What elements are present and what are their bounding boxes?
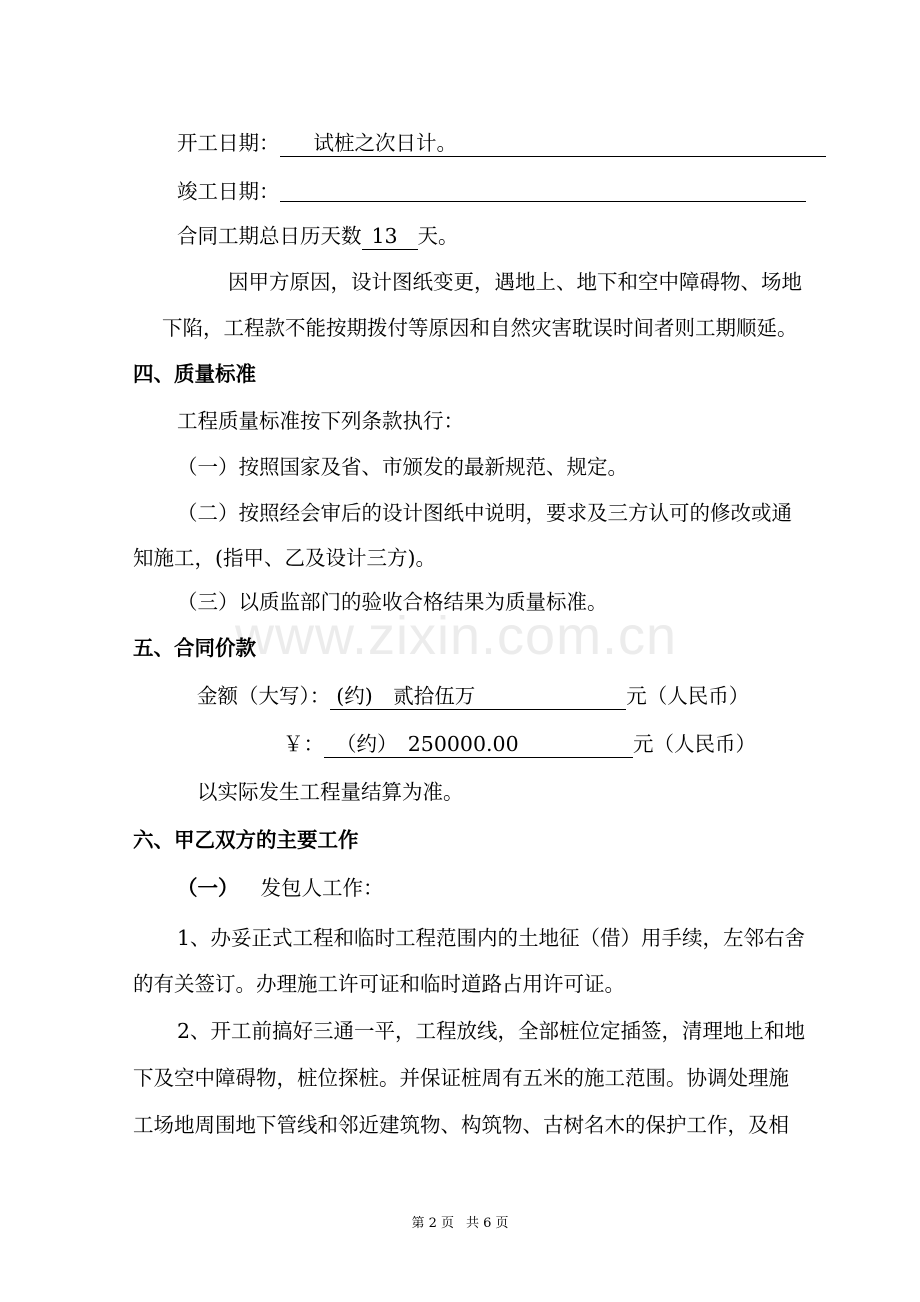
employer-duties-title: 发包人工作： (260, 876, 384, 900)
quality-item-2-line1: （二）按照经会审后的设计图纸中说明，要求及三方认可的修改或通 (177, 501, 792, 525)
delay-clause-line2: 下陷，工程款不能按期拨付等原因和自然灾害耽误时间者则工期顺延。 (162, 316, 798, 340)
duration-suffix: 天。 (417, 224, 459, 248)
price-heading: 五、合同价款 (133, 636, 256, 660)
start-date-row (177, 133, 826, 157)
employer-duties-heading (177, 878, 384, 899)
amount-number-row (283, 734, 756, 758)
currency-suffix: 元（人民币） (626, 684, 750, 708)
end-date-label: 竣工日期： (177, 179, 280, 204)
page-number: 第 2 页 (411, 1216, 454, 1231)
amount-words-row (197, 686, 749, 710)
duty-2-line1: 2、开工前搞好三通一平，工程放线，全部桩位定插签，清理地上和地 (177, 1019, 806, 1043)
amount-words-label: 金额（大写）： (197, 684, 331, 708)
employer-duties-number: （一） (177, 876, 239, 900)
page-total: 共 6 页 (466, 1216, 509, 1231)
settlement-note: 以实际发生工程量结算为准。 (197, 780, 464, 804)
duties-heading: 六、甲乙双方的主要工作 (133, 828, 359, 852)
quality-intro: 工程质量标准按下列条款执行： (177, 409, 464, 433)
yen-label: ￥： (283, 732, 324, 756)
start-date-value: 试桩之次日计。 (280, 133, 826, 157)
duty-1-line1: 1、办妥正式工程和临时工程范围内的土地征（借）用手续，左邻右舍 (177, 926, 806, 950)
quality-item-1: （一）按照国家及省、市颁发的最新规范、规定。 (177, 455, 628, 479)
duration-prefix: 合同工期总日历天数 (177, 224, 362, 248)
quality-item-3: （三）以质监部门的验收合格结果为质量标准。 (177, 590, 608, 614)
end-date-row (177, 179, 806, 202)
duration-row (177, 226, 459, 250)
page-footer (0, 1212, 920, 1231)
duty-2-line2: 下及空中障碍物，桩位探桩。并保证桩周有五米的施工范围。协调处理施 (133, 1066, 789, 1090)
start-date-label: 开工日期： (177, 131, 280, 155)
quality-heading: 四、质量标准 (133, 362, 256, 386)
amount-words-value: (约) 贰拾伍万 (330, 686, 626, 710)
quality-item-2-line2: 知施工，(指甲、乙及设计三方)。 (133, 546, 436, 570)
duty-1-line2: 的有关签订。办理施工许可证和临时道路占用许可证。 (133, 972, 625, 996)
duty-2-line3: 工场地周围地下管线和邻近建筑物、构筑物、古树名木的保护工作，及相 (133, 1113, 789, 1137)
amount-number-value: （约） 250000.00 (324, 734, 633, 758)
delay-clause-line1: 因甲方原因，设计图纸变更，遇地上、地下和空中障碍物、场地 (228, 270, 802, 294)
duration-value: 13 (362, 226, 418, 250)
currency-suffix-2: 元（人民币） (633, 732, 756, 756)
end-date-value (280, 179, 806, 202)
watermark: www.zixin.com.cn (235, 606, 678, 666)
